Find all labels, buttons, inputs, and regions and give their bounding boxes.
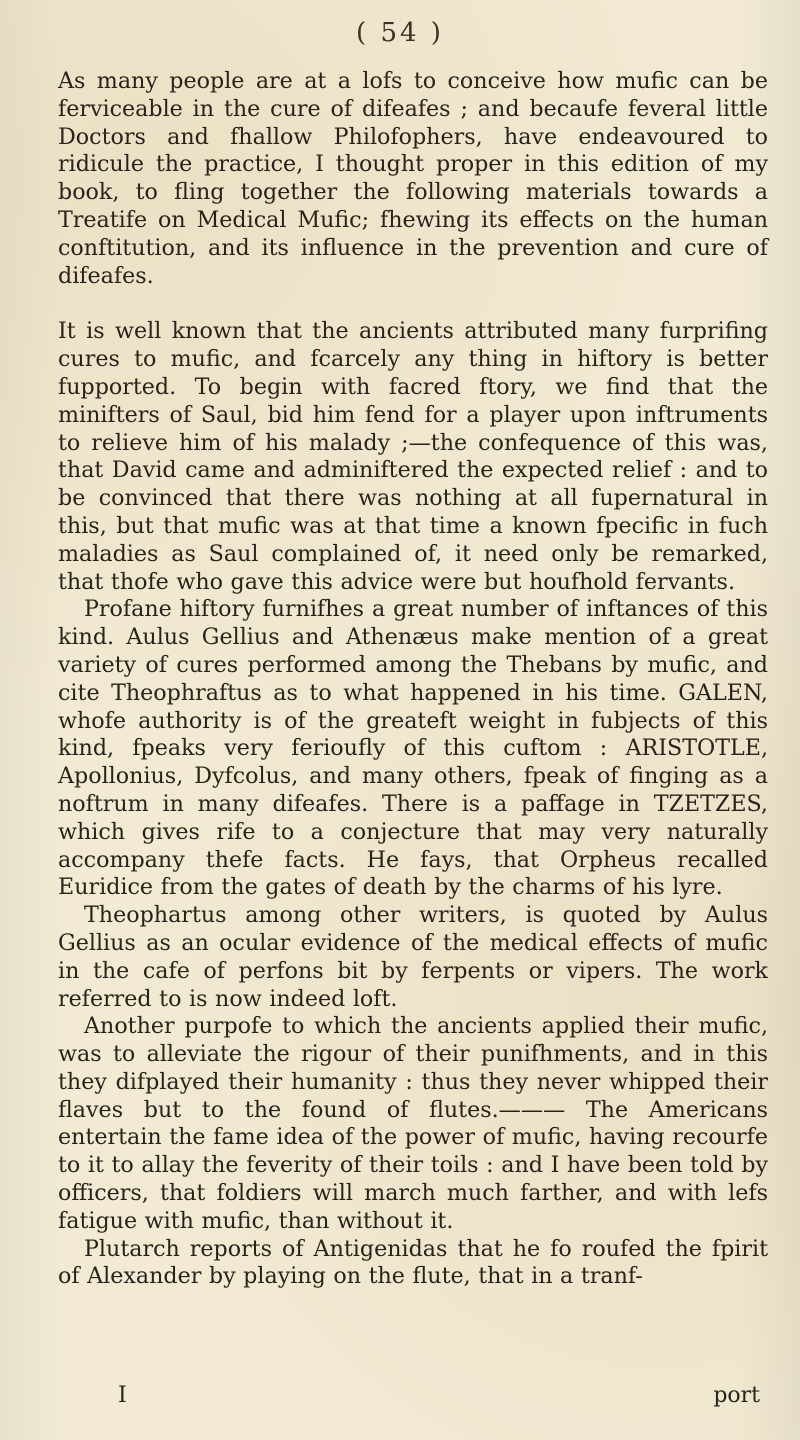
catchword: port bbox=[713, 1383, 760, 1408]
page-footer bbox=[58, 1383, 768, 1413]
paragraph-plutarch: Plutarch reports of Antigenidas that he fo roufed the fpirit of Alexander by playing on the flute, that in a tranf- bbox=[58, 1235, 768, 1290]
signature-mark: I bbox=[118, 1383, 127, 1408]
body-text bbox=[58, 68, 768, 1291]
page-number: ( 54 ) bbox=[356, 18, 444, 48]
paragraph-profane-history: Profane hiftory furnifhes a great number of inftances of this kind. Aulus Gellius and Athenæus make mention of a great variety of cures performed among the Thebans by mufic, and cite Theophraftus as to what happened in his time. GALEN, whofe authority is of the greateft weight in fubjects of this kind, fpeaks very ferioufly of this cuftom : ARISTOTLE, Apollonius, Dyfcolus, and many others, fpeak of finging as a noftrum in many difeafes. There is a paffage in TZETZES, which gives rife to a conjecture that may very naturally accompany thefe facts. He fays, that Orpheus recalled Euridice from the gates of death by the charms of his lyre. bbox=[58, 596, 768, 901]
paragraph-theophartus: Theophartus among other writers, is quoted by Aulus Gellius as an ocular evidence of the medical effects of mufic in the cafe of perfons bit by ferpents or vipers. The work referred to is now indeed loft. bbox=[58, 902, 768, 1012]
paragraph-ancients-cures: It is well known that the ancients attributed many furprifing cures to mufic, and fcarcely any thing in hiftory is better fupported. To begin with facred ftory, we find that the minifters of Saul, bid him fend for a player upon inftruments to relieve him of his malady ;—the confequence of this was, that David came and adminiftered the expected relief : and to be convinced that there was nothing at all fupernatural in this, but that mufic was at that time a known fpecific in fuch maladies as Saul complained of, it need only be remarked, that thofe who gave this advice were but houfhold fervants. bbox=[58, 318, 768, 595]
paragraph-introduction: As many people are at a lofs to conceive how mufic can be ferviceable in the cure of difeafes ; and becaufe feveral little Doctors and fhallow Philofophers, have endeavoured to ridicule the practice, I thought proper in this edition of my book, to fling together the following materials towards a Treatife on Medical Mufic; fhewing its effects on the human conftitution, and its influence in the prevention and cure of difeafes. bbox=[58, 68, 768, 289]
paragraph-punishments: Another purpofe to which the ancients applied their mufic, was to alleviate the rigour of their punifhments, and in this they difplayed their humanity : thus they never whipped their flaves but to the found of flutes.——— The Americans entertain the fame idea of the power of mufic, having recourfe to it to allay the feverity of their toils : and I have been told by officers, that foldiers will march much farther, and with lefs fatigue with mufic, than without it. bbox=[58, 1013, 768, 1234]
